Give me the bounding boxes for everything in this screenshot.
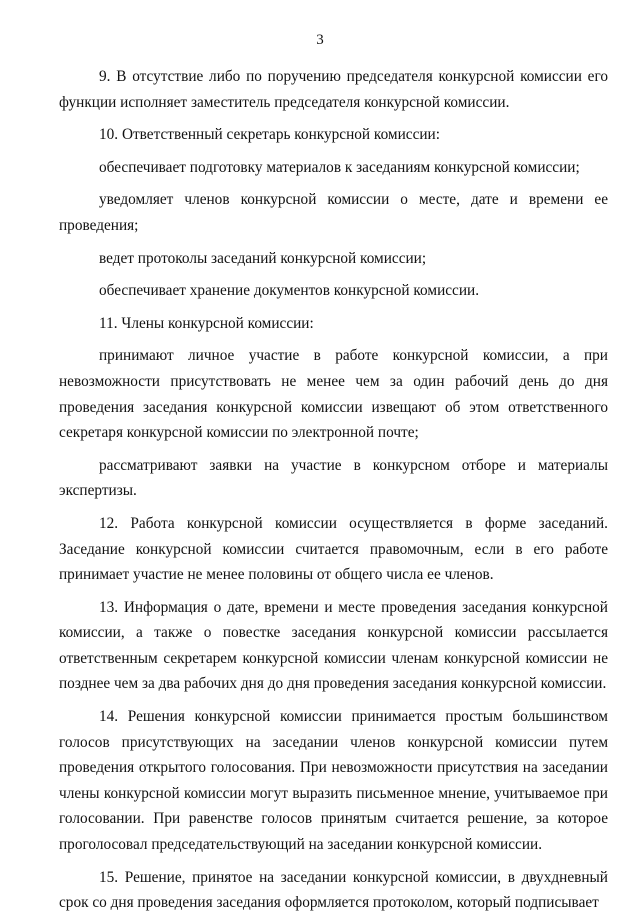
paragraph-12: 12. Работа конкурсной комиссии осуществляется в форме заседаний. Заседание конкурсной комиссии считается правомочным, если в его работе принимает участие не менее половины от общего числа ее членов.: [59, 514, 608, 584]
paragraph-9: 9. В отсутствие либо по поручению председателя конкурсной комиссии его функции исполняет заместитель председателя конкурсной комиссии.: [59, 68, 608, 111]
paragraph-11-item-2: рассматривают заявки на участие в конкурсном отборе и материалы экспертизы.: [59, 456, 608, 500]
paragraph-13: 13. Информация о дате, времени и месте проведения заседания конкурсной комиссии, а также о повестке заседания конкурсной комиссии рассылается ответственным секретарем конкурсной комиссии членам конкурсной комиссии не позднее чем за два рабочих дня до дня проведения заседания конкурсной комиссии.: [59, 598, 608, 693]
paragraph-14: 14. Решения конкурсной комиссии принимается простым большинством голосов присутствующих на заседании членов конкурсной комиссии путем проведения открытого голосования. При невозможности присутствия на заседании члены конкурсной комиссии могут выразить письменное мнение, учитываемое при голосовании. При равенстве голосов принятым считается решение, за которое проголосовал председательствующий на заседании конкурсной комиссии.: [59, 708, 608, 854]
paragraph-11: 11. Члены конкурсной комиссии:: [99, 314, 314, 332]
paragraph-11-item-1: принимают личное участие в работе конкурсной комиссии, а при невозможности присутствовать не менее чем за один рабочий день до дня проведения заседания конкурсной комиссии извещают об этом ответственного секретаря конкурсной комиссии по электронной почте;: [59, 347, 608, 442]
paragraph-10-item-1: обеспечивает подготовку материалов к заседаниям конкурсной комиссии;: [99, 158, 580, 176]
paragraph-10: 10. Ответственный секретарь конкурсной комиссии:: [99, 126, 440, 144]
paragraph-10-item-4: обеспечивает хранение документов конкурсной комиссии.: [99, 282, 480, 300]
page-number: 3: [316, 32, 324, 48]
paragraph-10-item-2: уведомляет членов конкурсной комиссии о месте, дате и времени ее проведения;: [59, 191, 608, 234]
paragraph-15: 15. Решение, принятое на заседании конкурсной комиссии, в двухдневный срок со дня проведения заседания оформляется протоколом, который подписывает: [59, 868, 608, 912]
paragraph-10-item-3: ведет протоколы заседаний конкурсной комиссии;: [99, 249, 427, 267]
document-body: [59, 64, 608, 916]
